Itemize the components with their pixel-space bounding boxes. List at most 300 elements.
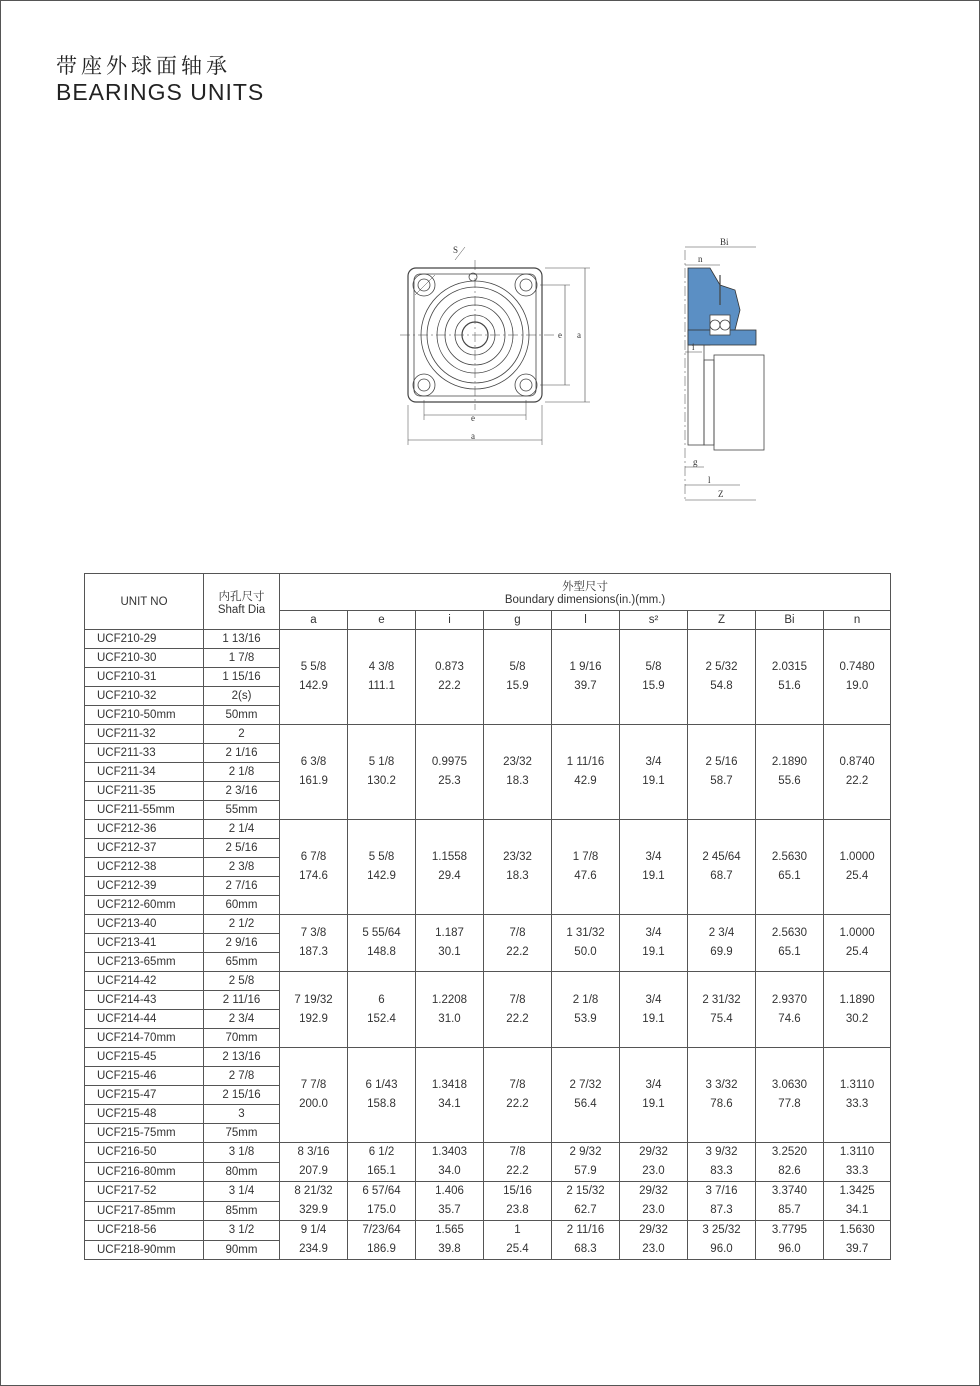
dimension-inch: 1.406 [435, 1185, 464, 1197]
shaft-dia-cell: 75mm [204, 1124, 280, 1143]
dimension-cell [348, 1143, 416, 1182]
shaft-dia-cell: 2 7/8 [204, 1067, 280, 1086]
dimension-inch: 3/4 [645, 927, 662, 939]
dimension-mm: 25.3 [438, 775, 461, 787]
unit-no-cell: UCF218-90mm [85, 1240, 204, 1260]
dimension-cell [620, 725, 688, 820]
table-row [85, 820, 891, 839]
unit-no-cell: UCF213-65mm [85, 953, 204, 972]
dimension-inch: 1.5630 [839, 1224, 875, 1236]
dimension-mm: 31.0 [438, 1012, 461, 1025]
shaft-dia-cell: 2 11/16 [204, 991, 280, 1010]
dimension-mm: 30.1 [438, 946, 461, 958]
dimension-mm: 77.8 [778, 1098, 801, 1110]
unit-no-cell: UCF211-35 [85, 782, 204, 801]
dimension-cell [756, 725, 824, 820]
header-dim-col: l [552, 611, 620, 630]
shaft-dia-cell: 2 [204, 725, 280, 744]
header-dim-col: Z [688, 611, 756, 630]
dimension-inch: 0.8740 [839, 756, 875, 768]
dimension-mm: 19.1 [642, 775, 665, 787]
dimension-mm: 22.2 [438, 680, 461, 692]
dimension-cell [348, 725, 416, 820]
side-view [685, 237, 764, 500]
dimension-inch: 6 [378, 993, 385, 1006]
front-view [400, 245, 590, 445]
dimension-mm: 25.4 [845, 870, 869, 882]
dimension-mm: 83.3 [710, 1165, 733, 1177]
dimension-mm: 142.9 [299, 680, 328, 692]
dimension-mm: 96.0 [710, 1243, 733, 1255]
dimension-cell [348, 820, 416, 915]
table-row [85, 915, 891, 934]
dimension-cell [552, 1143, 620, 1182]
dimension-mm: 329.9 [299, 1204, 328, 1216]
dimension-cell [416, 1048, 484, 1143]
dimension-inch: 3 3/32 [705, 1079, 738, 1091]
dimension-cell [416, 972, 484, 1048]
unit-no-cell: UCF214-70mm [85, 1029, 204, 1048]
table-row [85, 1221, 891, 1241]
dimension-mm: 130.2 [367, 775, 396, 787]
shaft-dia-cell: 2 5/16 [204, 839, 280, 858]
table-row [85, 630, 891, 649]
dimension-cell [280, 820, 348, 915]
dimension-cell [688, 915, 756, 972]
dimension-inch: 2.1890 [771, 756, 808, 768]
dimension-inch: 6 57/64 [362, 1185, 401, 1197]
dimension-inch: 3.2520 [771, 1146, 808, 1158]
unit-no-cell: UCF215-47 [85, 1086, 204, 1105]
dimension-cell [620, 1143, 688, 1182]
shaft-dia-cell: 2 13/16 [204, 1048, 280, 1067]
dimension-mm: 19.1 [642, 870, 665, 882]
dimension-inch: 1.3425 [839, 1185, 875, 1197]
dimension-cell [824, 820, 891, 915]
dimension-cell [824, 972, 891, 1048]
unit-no-cell: UCF210-31 [85, 668, 204, 687]
shaft-dia-cell: 55mm [204, 801, 280, 820]
dimension-cell [620, 915, 688, 972]
dimension-cell [688, 630, 756, 725]
header-dim-col: i [416, 611, 484, 630]
unit-no-cell: UCF212-39 [85, 877, 204, 896]
dimension-inch: 2.5630 [771, 851, 808, 863]
shaft-dia-cell: 2 3/16 [204, 782, 280, 801]
unit-no-cell: UCF211-33 [85, 744, 204, 763]
dimension-inch: 3/4 [645, 756, 662, 768]
dimension-inch: 5 5/8 [300, 661, 327, 673]
unit-no-cell: UCF215-75mm [85, 1124, 204, 1143]
dimension-inch: 5 1/8 [368, 756, 395, 768]
dimension-mm: 82.6 [778, 1165, 801, 1177]
label-n: n [698, 254, 703, 264]
table-row [85, 725, 891, 744]
dimension-cell [620, 1048, 688, 1143]
dimension-cell [552, 1182, 620, 1221]
dimension-inch: 5 5/8 [368, 851, 395, 863]
dimension-inch: 7 19/32 [294, 993, 333, 1006]
shaft-dia-cell: 2 1/8 [204, 763, 280, 782]
unit-no-cell: UCF217-85mm [85, 1201, 204, 1221]
dimension-inch: 6 7/8 [300, 851, 327, 863]
dimension-mm: 25.4 [845, 946, 869, 958]
dimension-mm: 22.2 [506, 1012, 529, 1025]
shaft-dia-cell: 60mm [204, 896, 280, 915]
dimension-cell [348, 1182, 416, 1221]
dimension-cell [552, 725, 620, 820]
dimension-inch: 3 9/32 [705, 1146, 738, 1158]
dimension-mm: 18.3 [506, 870, 529, 882]
dimension-mm: 23.0 [642, 1165, 665, 1177]
dimension-cell [688, 820, 756, 915]
dimension-mm: 65.1 [778, 946, 801, 958]
dimension-cell [756, 1221, 824, 1260]
dimension-inch: 7/8 [509, 1146, 526, 1158]
label-s: S [453, 245, 459, 255]
dimension-inch: 1.0000 [839, 927, 875, 939]
dimension-cell [484, 1143, 552, 1182]
dimension-cell [824, 915, 891, 972]
unit-no-cell: UCF213-41 [85, 934, 204, 953]
dimension-inch: 0.7480 [839, 661, 875, 673]
label-bi: Bi [720, 237, 729, 247]
dimension-inch: 2 31/32 [702, 993, 741, 1006]
shaft-dia-cell: 3 1/8 [204, 1143, 280, 1163]
label-l: l [708, 475, 711, 485]
header-dim-col: a [280, 611, 348, 630]
label-i: i [692, 342, 695, 352]
shaft-dia-cell: 85mm [204, 1201, 280, 1221]
header-boundary-dimensions: 外型尺寸 Boundary dimensions(in.)(mm.) [280, 574, 891, 611]
shaft-dia-cell: 70mm [204, 1029, 280, 1048]
dimension-table [84, 573, 891, 1260]
header-dim-col: e [348, 611, 416, 630]
dimension-cell [484, 915, 552, 972]
header-dim-col: g [484, 611, 552, 630]
dimension-cell [484, 1221, 552, 1260]
dimension-cell [688, 1048, 756, 1143]
dimension-cell [552, 972, 620, 1048]
dimension-cell [756, 1048, 824, 1143]
dimension-inch: 2.5630 [771, 927, 808, 939]
dimension-inch: 2 15/32 [566, 1185, 605, 1197]
dimension-mm: 18.3 [506, 775, 529, 787]
dimension-mm: 69.9 [710, 946, 733, 958]
dimension-cell [416, 1221, 484, 1260]
dimension-cell [552, 1048, 620, 1143]
dimension-cell [688, 725, 756, 820]
dimension-inch: 1.1558 [431, 851, 468, 863]
dimension-mm: 55.6 [778, 775, 801, 787]
dimension-inch: 2 5/16 [705, 756, 738, 768]
dimension-cell [620, 1182, 688, 1221]
shaft-dia-cell: 3 1/2 [204, 1221, 280, 1241]
dimension-mm: 39.7 [574, 680, 597, 692]
dimension-mm: 19.1 [642, 1098, 665, 1110]
dimension-mm: 39.8 [438, 1243, 461, 1255]
label-a-horizontal: a [471, 431, 475, 441]
dimension-cell [416, 915, 484, 972]
dimension-mm: 30.2 [845, 1012, 869, 1025]
shaft-dia-cell: 2 1/16 [204, 744, 280, 763]
dimension-inch: 7/23/64 [362, 1224, 401, 1236]
dimension-cell [484, 630, 552, 725]
dimension-mm: 19.1 [642, 946, 665, 958]
dimension-mm: 234.9 [299, 1243, 328, 1255]
label-e-vertical: e [558, 330, 562, 340]
dimension-inch: 3/4 [645, 993, 662, 1006]
table-row [85, 1048, 891, 1067]
dimension-mm: 152.4 [367, 1012, 396, 1025]
dimension-inch: 1.3403 [431, 1146, 468, 1158]
shaft-dia-cell: 3 [204, 1105, 280, 1124]
label-a-vertical: a [577, 330, 581, 340]
dimension-mm: 22.2 [506, 1165, 529, 1177]
dimension-inch: 3/4 [645, 851, 662, 863]
header-unit-no: UNIT NO [85, 574, 204, 630]
dimension-cell [620, 820, 688, 915]
dimension-mm: 25.4 [506, 1243, 529, 1255]
dimension-inch: 2 45/64 [702, 851, 741, 863]
dimension-cell [756, 820, 824, 915]
dimension-cell [280, 972, 348, 1048]
dimension-mm: 35.7 [438, 1204, 461, 1216]
dimension-mm: 85.7 [778, 1204, 801, 1216]
dimension-mm: 158.8 [367, 1098, 396, 1110]
shaft-dia-cell: 2 3/8 [204, 858, 280, 877]
dimension-cell [620, 1221, 688, 1260]
dimension-mm: 42.9 [574, 775, 597, 787]
dimension-inch: 6 1/43 [365, 1079, 398, 1091]
dimension-inch: 3 25/32 [702, 1224, 741, 1236]
unit-no-cell: UCF212-36 [85, 820, 204, 839]
dimension-cell [824, 1143, 891, 1182]
dimension-cell [756, 630, 824, 725]
dimension-mm: 57.9 [574, 1165, 597, 1177]
dimension-cell [416, 630, 484, 725]
dimension-inch: 23/32 [503, 851, 532, 863]
dimension-inch: 1.1890 [839, 993, 875, 1006]
dimension-mm: 34.1 [845, 1204, 869, 1216]
dimension-cell [824, 725, 891, 820]
dimension-mm: 47.6 [574, 870, 597, 882]
dimension-inch: 1 7/8 [572, 851, 599, 863]
dimension-inch: 6 1/2 [368, 1146, 395, 1158]
dimension-cell [484, 820, 552, 915]
dimension-inch: 1.187 [435, 927, 464, 939]
dimension-mm: 22.2 [506, 946, 529, 958]
dimension-cell [280, 725, 348, 820]
dimension-mm: 50.0 [574, 946, 597, 958]
dimension-mm: 23.8 [506, 1204, 529, 1216]
dimension-inch: 2 9/32 [569, 1146, 602, 1158]
dimension-cell [824, 1182, 891, 1221]
page-title-cn: 带座外球面轴承 [56, 55, 231, 78]
dimension-cell [484, 725, 552, 820]
dimension-inch: 7 7/8 [300, 1079, 327, 1091]
dimension-cell [552, 1221, 620, 1260]
unit-no-cell: UCF215-46 [85, 1067, 204, 1086]
dimension-inch: 4 3/8 [368, 661, 395, 673]
dimension-cell [280, 915, 348, 972]
dimension-cell [484, 1048, 552, 1143]
dimension-inch: 2 1/8 [572, 993, 599, 1006]
dimension-mm: 78.6 [710, 1098, 733, 1110]
dimension-cell [688, 1143, 756, 1182]
header-dim-col: Bi [756, 611, 824, 630]
unit-no-cell: UCF211-34 [85, 763, 204, 782]
dimension-mm: 15.9 [506, 680, 529, 692]
dimension-cell [552, 915, 620, 972]
dimension-inch: 29/32 [639, 1146, 668, 1158]
dimension-inch: 3/4 [645, 1079, 662, 1091]
dimension-mm: 51.6 [778, 680, 801, 692]
dimension-inch: 2.9370 [771, 993, 808, 1006]
dimension-mm: 54.8 [710, 680, 733, 692]
dimension-mm: 34.1 [438, 1098, 461, 1110]
dimension-cell [280, 1048, 348, 1143]
dimension-mm: 34.0 [438, 1165, 461, 1177]
unit-no-cell: UCF218-56 [85, 1221, 204, 1241]
unit-no-cell: UCF210-32 [85, 687, 204, 706]
dimension-mm: 23.0 [642, 1243, 665, 1255]
unit-no-cell: UCF211-32 [85, 725, 204, 744]
dimension-cell [688, 1221, 756, 1260]
dimension-cell [280, 1143, 348, 1182]
dimension-inch: 1.3110 [839, 1146, 875, 1158]
dimension-inch: 1.2208 [431, 993, 468, 1006]
header-dim-col: n [824, 611, 891, 630]
shaft-dia-cell: 1 13/16 [204, 630, 280, 649]
dimension-inch: 23/32 [503, 756, 532, 768]
dimension-inch: 0.9975 [431, 756, 468, 768]
dimension-mm: 207.9 [299, 1165, 328, 1177]
dimension-inch: 29/32 [639, 1185, 668, 1197]
unit-no-cell: UCF210-50mm [85, 706, 204, 725]
dimension-inch: 3.3740 [771, 1185, 808, 1197]
unit-no-cell: UCF210-29 [85, 630, 204, 649]
dimension-inch: 2 7/32 [569, 1079, 602, 1091]
header-dim-col: s² [620, 611, 688, 630]
unit-no-cell: UCF214-42 [85, 972, 204, 991]
shaft-dia-cell: 2 1/4 [204, 820, 280, 839]
dimension-cell [756, 1143, 824, 1182]
dimension-mm: 148.8 [367, 946, 396, 958]
dimension-mm: 174.6 [299, 870, 328, 882]
dimension-mm: 39.7 [845, 1243, 869, 1255]
table-row [85, 1143, 891, 1163]
dimension-mm: 56.4 [574, 1098, 597, 1110]
dimension-cell [348, 1221, 416, 1260]
unit-no-cell: UCF216-80mm [85, 1162, 204, 1182]
dimension-mm: 187.3 [299, 946, 328, 958]
table-row [85, 1182, 891, 1202]
dimension-mm: 142.9 [367, 870, 396, 882]
shaft-dia-cell: 2 1/2 [204, 915, 280, 934]
dimension-inch: 8 3/16 [297, 1146, 330, 1158]
dimension-cell [620, 630, 688, 725]
dimension-mm: 192.9 [299, 1012, 328, 1025]
dimension-cell [348, 915, 416, 972]
dimension-cell [416, 1143, 484, 1182]
dimension-inch: 5/8 [645, 661, 662, 673]
dimension-inch: 9 1/4 [300, 1224, 327, 1236]
dimension-mm: 65.1 [778, 870, 801, 882]
dimension-mm: 15.9 [642, 680, 665, 692]
dimension-cell [348, 972, 416, 1048]
dimension-cell [280, 1221, 348, 1260]
unit-no-cell: UCF215-45 [85, 1048, 204, 1067]
dimension-cell [348, 1048, 416, 1143]
dimension-cell [824, 1221, 891, 1260]
dimension-cell [484, 972, 552, 1048]
dimension-inch: 3 7/16 [705, 1185, 738, 1197]
unit-no-cell: UCF215-48 [85, 1105, 204, 1124]
dimension-inch: 8 21/32 [294, 1185, 333, 1197]
unit-no-cell: UCF213-40 [85, 915, 204, 934]
dimension-cell [756, 1182, 824, 1221]
dimension-mm: 23.0 [642, 1204, 665, 1216]
dimension-mm: 33.3 [845, 1098, 869, 1110]
dimension-inch: 2 3/4 [708, 927, 735, 939]
dimension-cell [824, 1048, 891, 1143]
unit-no-cell: UCF210-30 [85, 649, 204, 668]
shaft-dia-cell: 2(s) [204, 687, 280, 706]
dimension-mm: 96.0 [778, 1243, 801, 1255]
shaft-dia-cell: 1 7/8 [204, 649, 280, 668]
dimension-cell [280, 630, 348, 725]
unit-no-cell: UCF214-44 [85, 1010, 204, 1029]
label-g: g [693, 457, 698, 467]
dimension-cell [756, 972, 824, 1048]
dimension-mm: 111.1 [367, 680, 396, 692]
page-title-en: BEARINGS UNITS [56, 79, 265, 105]
shaft-dia-cell: 2 9/16 [204, 934, 280, 953]
dimension-inch: 7 3/8 [300, 927, 327, 939]
dimension-cell [416, 820, 484, 915]
dimension-mm: 200.0 [299, 1098, 328, 1110]
dimension-mm: 58.7 [710, 775, 733, 787]
unit-no-cell: UCF212-37 [85, 839, 204, 858]
dimension-inch: 1 [514, 1224, 521, 1236]
dimension-inch: 7/8 [509, 993, 526, 1006]
dimension-inch: 1 9/16 [569, 661, 602, 673]
dimension-cell [416, 1182, 484, 1221]
dimension-inch: 5 55/64 [362, 927, 401, 939]
dimension-inch: 6 3/8 [300, 756, 327, 768]
label-z: Z [718, 489, 724, 499]
unit-no-cell: UCF214-43 [85, 991, 204, 1010]
dimension-inch: 2.0315 [771, 661, 808, 673]
dimension-mm: 175.0 [367, 1204, 396, 1216]
dimension-cell [348, 630, 416, 725]
dimension-cell [688, 972, 756, 1048]
unit-no-cell: UCF216-50 [85, 1143, 204, 1163]
dimension-cell [756, 915, 824, 972]
dimension-cell [280, 1182, 348, 1221]
dimension-inch: 1.565 [435, 1224, 464, 1236]
shaft-dia-cell: 2 3/4 [204, 1010, 280, 1029]
dimension-mm: 53.9 [574, 1012, 597, 1025]
dimension-inch: 3.0630 [771, 1079, 808, 1091]
dimension-cell [688, 1182, 756, 1221]
dimension-inch: 0.873 [435, 661, 464, 673]
dimension-mm: 165.1 [367, 1165, 396, 1177]
shaft-dia-cell: 2 15/16 [204, 1086, 280, 1105]
dimension-inch: 1 11/16 [566, 756, 605, 768]
dimension-inch: 5/8 [509, 661, 526, 673]
